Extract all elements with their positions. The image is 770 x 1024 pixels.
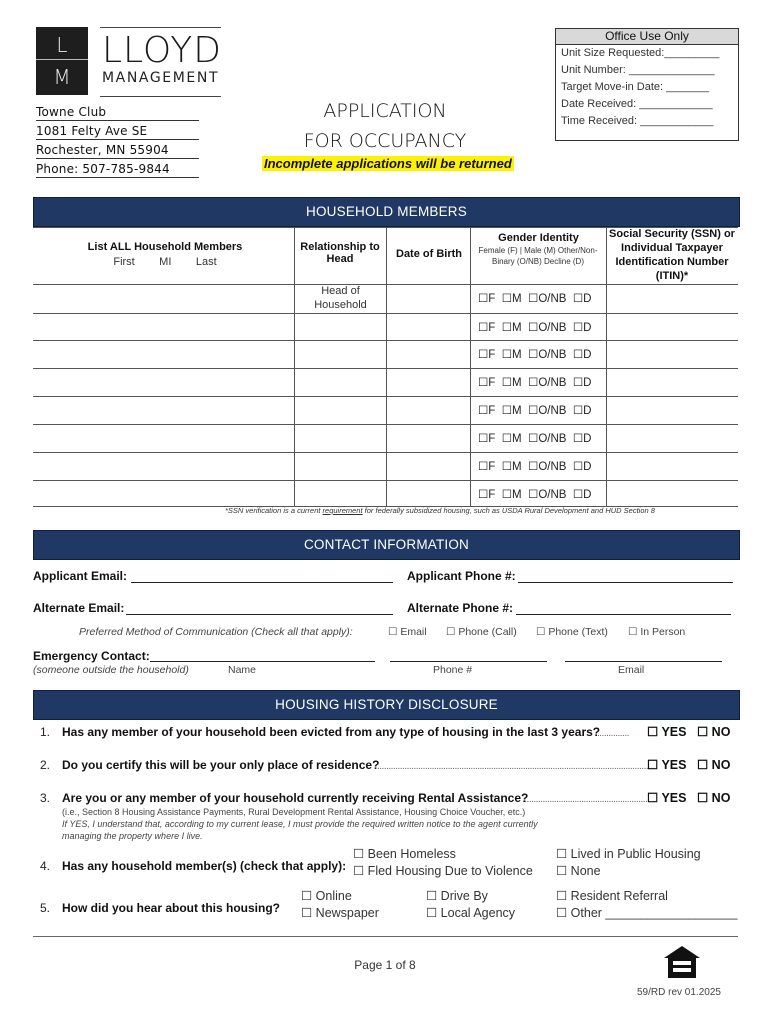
q2-no-checkbox[interactable]: ☐ NO [697,758,731,772]
q5-drive-by-checkbox[interactable]: ☐ Drive By [426,889,488,903]
pref-in-person-checkbox[interactable]: ☐ In Person [628,626,686,638]
member-name-field[interactable] [33,313,293,341]
q1-yes-checkbox[interactable]: ☐ YES [647,725,687,739]
emergency-phone-label: Phone # [433,664,473,676]
q1-number: 1. [40,725,51,739]
relationship-field[interactable] [295,340,386,368]
table-row [33,396,738,424]
logo-mark [36,27,88,95]
footer-rule [33,936,738,937]
col-members: List ALL Household Members [87,241,243,253]
q3-leader: ....................................................... [522,794,648,805]
table-row [33,424,738,452]
emergency-name-label: Name [228,664,257,676]
q5-local-agency-checkbox[interactable]: ☐ Local Agency [426,906,516,920]
q4-none-checkbox[interactable]: ☐ None [556,864,601,878]
table-row [33,313,738,341]
unit-size-field[interactable]: Unit Size Requested:_________ [561,47,720,59]
gender-identity-checkboxes[interactable]: ☐F ☐M ☐O/NB ☐D [478,461,592,473]
contact-banner: CONTACT INFORMATION [33,530,740,560]
table-row [33,480,738,508]
member-name-field[interactable] [33,284,293,312]
col-relationship: Relationship to Head [300,241,380,265]
q3-note-notice: If YES, I understand that, according to my current lease, I must provide the required written notice to the agent currently [62,819,538,829]
property-city: Rochester, MN 55904 [36,143,199,159]
alternate-phone-field[interactable] [516,614,731,615]
emergency-phone-field[interactable] [390,661,547,662]
logo-bottom-rule [100,96,221,97]
q4-public-housing-checkbox[interactable]: ☐ Lived in Public Housing [556,847,701,861]
q5-resident-referral-checkbox[interactable]: ☐ Resident Referral [556,889,668,903]
q4-homeless-checkbox[interactable]: ☐ Been Homeless [353,847,456,861]
date-of-birth-field[interactable] [387,368,470,396]
date-received-field[interactable]: Date Received: ____________ [561,98,713,110]
gender-identity-checkboxes[interactable]: ☐F ☐M ☐O/NB ☐D [478,433,592,445]
member-name-field[interactable] [33,368,293,396]
emergency-contact-label: Emergency Contact: [33,649,150,663]
emergency-contact-sub: (someone outside the household) [33,664,189,676]
q1-text: Has any member of your household been evicted from any type of housing in the last 3 years? [62,725,601,739]
date-of-birth-field[interactable] [387,396,470,424]
member-name-field[interactable] [33,340,293,368]
gender-identity-checkboxes[interactable]: ☐F ☐M ☐O/NB ☐D [478,489,592,501]
alternate-phone-label: Alternate Phone #: [407,601,514,615]
q2-leader: ........................................................................................................................... [377,761,658,772]
col-dob: Date of Birth [396,248,462,260]
q5-online-checkbox[interactable]: ☐ Online [301,889,352,903]
q5-text: How did you hear about this housing? [62,901,280,915]
equal-housing-opportunity-icon [662,944,702,982]
ssn-itin-field[interactable] [607,424,738,452]
q3-text: Are you or any member of your household currently receiving Rental Assistance? [62,791,529,805]
ssn-itin-field[interactable] [607,340,738,368]
pref-email-checkbox[interactable]: ☐ Email [388,626,427,638]
table-row [33,340,738,368]
logo-divider [36,59,88,60]
q1-no-checkbox[interactable]: ☐ NO [697,725,731,739]
q4-text: Has any household member(s) (check that apply): [62,859,347,873]
property-name: Towne Club [36,105,199,121]
unit-number-field[interactable]: Unit Number: ______________ [561,64,715,76]
date-of-birth-field[interactable] [387,452,470,480]
relationship-field[interactable] [295,452,386,480]
q4-number: 4. [40,859,51,873]
emergency-name-field[interactable] [150,661,375,662]
target-move-in-field[interactable]: Target Move-in Date: _______ [561,81,709,93]
form-title-line1: APPLICATION [323,100,447,122]
time-received-field[interactable]: Time Received: ____________ [561,115,714,127]
col-gender: Gender Identity [498,232,579,244]
logo-letter-m: M [53,65,71,89]
ssn-itin-field[interactable] [607,480,738,508]
applicant-phone-field[interactable] [518,582,733,583]
col-gender-sub: Female (F) | Male (M) Other/Non-Binary (O/NB) Decline (D) [478,246,598,266]
gender-identity-checkboxes[interactable]: ☐F ☐M ☐O/NB ☐D [478,349,592,361]
member-name-field[interactable] [33,424,293,452]
table-row [33,284,738,312]
relationship-field[interactable] [295,480,386,508]
ssn-itin-field[interactable] [607,368,738,396]
relationship-field[interactable] [295,368,386,396]
ssn-note-underline: requirement [322,506,363,515]
pref-call-checkbox[interactable]: ☐ Phone (Call) [446,626,517,638]
office-use-heading: Office Use Only [556,29,738,45]
col-ssn: Social Security (SSN) or Individual Taxpayer Identification Number (ITIN)* [609,228,735,282]
head-of-household-label: Head of Household [314,285,367,311]
col-members-sub: First MI Last [113,256,217,268]
q2-yes-checkbox[interactable]: ☐ YES [647,758,687,772]
office-use-box [555,28,739,141]
date-of-birth-field[interactable] [387,424,470,452]
gender-identity-checkboxes[interactable]: ☐F ☐M ☐O/NB ☐D [478,322,592,334]
q5-newspaper-checkbox[interactable]: ☐ Newspaper [301,906,379,920]
page-number: Page 1 of 8 [354,958,416,972]
q2-number: 2. [40,758,51,772]
alternate-email-field[interactable] [126,614,393,615]
form-title-line2: FOR OCCUPANCY [303,130,467,152]
q5-number: 5. [40,901,51,915]
incomplete-warning: Incomplete applications will be returned [264,156,512,171]
emergency-email-label: Email [618,664,645,676]
member-name-field[interactable] [33,452,293,480]
alternate-email-label: Alternate Email: [33,601,125,615]
q1-leader: .............. [597,728,629,739]
ssn-note [225,506,655,515]
member-name-field[interactable] [33,480,293,508]
relationship-field[interactable] [295,424,386,452]
ssn-itin-field[interactable] [607,313,738,341]
member-name-field[interactable] [33,396,293,424]
date-of-birth-field[interactable] [387,340,470,368]
q3-note-examples: (i.e., Section 8 Housing Assistance Payments, Rural Development Rental Assistance, Housing Choice Voucher, etc.) [62,807,526,817]
emergency-email-field[interactable] [565,661,722,662]
date-of-birth-field[interactable] [387,480,470,508]
logo-wordmark: LLOYD [102,30,222,71]
logo-letter-l: L [56,33,68,57]
gender-identity-checkboxes[interactable]: ☐F ☐M ☐O/NB ☐D [478,377,592,389]
q3-no-checkbox[interactable]: ☐ NO [697,791,731,805]
gender-identity-checkboxes[interactable]: ☐F ☐M ☐O/NB ☐D [478,293,592,305]
ssn-itin-field[interactable] [607,396,738,424]
q3-note-property: managing the property where I live. [62,831,203,841]
ssn-note-rest: for federally subsidized housing, such as USDA Rural Development and HUD Section 8 [362,506,655,515]
relationship-field[interactable] [295,396,386,424]
preferred-method-label: Preferred Method of Communication (Check all that apply): [79,626,353,638]
ssn-note-text: *SSN verification is a current [225,506,323,515]
table-row [33,368,738,396]
applicant-email-label: Applicant Email: [33,569,128,583]
logo-top-rule [100,27,221,28]
housing-banner: HOUSING HISTORY DISCLOSURE [33,690,740,720]
property-phone: Phone: 507-785-9844 [36,162,199,178]
pref-text-checkbox[interactable]: ☐ Phone (Text) [536,626,608,638]
q3-yes-checkbox[interactable]: ☐ YES [647,791,687,805]
table-row [33,452,738,480]
form-revision: 59/RD rev 01.2025 [637,987,721,998]
ssn-itin-field[interactable] [607,452,738,480]
applicant-email-field[interactable] [131,582,393,583]
household-banner: HOUSEHOLD MEMBERS [33,197,740,227]
ssn-itin-field[interactable] [607,284,738,312]
logo-subtitle: MANAGEMENT [102,70,220,86]
q4-fled-violence-checkbox[interactable]: ☐ Fled Housing Due to Violence [353,864,533,878]
date-of-birth-field[interactable] [387,313,470,341]
relationship-field[interactable] [295,313,386,341]
q3-number: 3. [40,791,51,805]
q5-other-checkbox[interactable]: ☐ Other ___________________ [556,906,738,920]
applicant-phone-label: Applicant Phone #: [407,569,516,583]
q2-text: Do you certify this will be your only place of residence? [62,758,380,772]
gender-identity-checkboxes[interactable]: ☐F ☐M ☐O/NB ☐D [478,405,592,417]
date-of-birth-field[interactable] [387,284,470,312]
property-street: 1081 Felty Ave SE [36,124,199,140]
